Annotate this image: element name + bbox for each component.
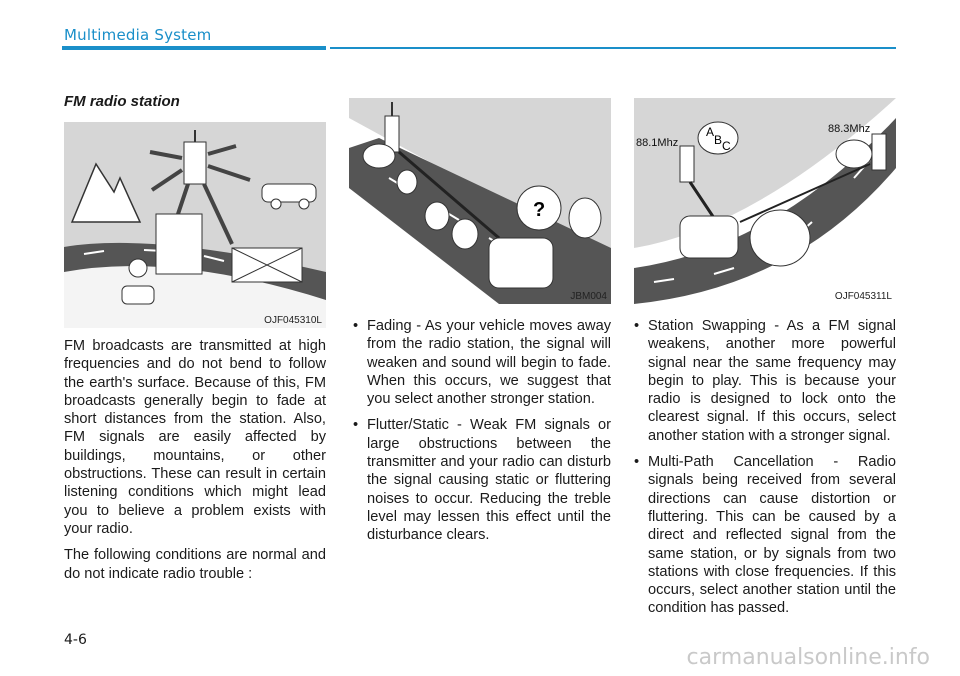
list-item: • Multi-Path Cancellation - Radio signals being received from several directions can cause distortion or fluttering. This can be caused by a direct and reflected signal from the same station, or by signals from two stations with close frequencies. If this occurs, select another station until the condition has passed. (634, 453, 896, 618)
figure-code: OJF045310L (264, 315, 322, 326)
fm-broadcast-illustration (64, 122, 326, 328)
bullet-list (634, 317, 896, 618)
figure-fading (349, 98, 611, 304)
header-rule-thick (62, 46, 326, 50)
column-1 (64, 337, 326, 591)
fading-illustration (349, 98, 611, 304)
bullet-list (353, 317, 611, 545)
station-swap-illustration (634, 98, 896, 304)
paragraph-normal-conditions: The following conditions are normal and do not indicate radio trouble : (64, 547, 326, 582)
figure-station-swap (634, 98, 896, 304)
figure-code: OJF045311L (834, 291, 892, 302)
bubble-letter-c: C (722, 139, 731, 153)
page-number: 4-6 (64, 632, 87, 648)
bubble-letter-a: A (706, 125, 715, 139)
bubble-letter-b: B (714, 133, 723, 147)
figure-fm-broadcast (64, 122, 326, 328)
freq-left-label: 88.1Mhz (636, 137, 679, 149)
list-item: • Fading - As your vehicle moves away from the radio station, the signal will weaken and sound will begin to fade. When this occurs, we suggest that you select another stronger station. (353, 317, 611, 408)
column-3 (634, 317, 896, 626)
section-title: Multimedia System (64, 26, 212, 44)
column-2 (353, 317, 611, 553)
header-rule-thin (330, 47, 896, 49)
list-item: • Station Swapping - As a FM signal weakens, another more powerful signal near the same frequency may begin to play. This is because your radio is designed to lock onto the clearest signal. If this occurs, select another station with a stronger signal. (634, 317, 896, 445)
paragraph-fm-intro: FM broadcasts are transmitted at high frequencies and do not bend to follow the earth's surface. Because of this, FM broadcasts generally begin to fade at short distances from the station. Also, FM signals are easily affected by buildings, mountains, or other obstructions. These can result in certain listening conditions which might lead you to believe a problem exists with your radio. (64, 338, 326, 537)
section-heading: FM radio station (64, 93, 180, 110)
list-item: • Flutter/Static - Weak FM signals or large obstructions between the transmitter and your radio can disturb the signal causing static or fluttering noises to occur. Reducing the treble level may lessen this effect until the disturbance clears. (353, 416, 611, 544)
question-mark: ? (533, 199, 546, 221)
watermark: carmanualsonline.info (686, 645, 930, 670)
freq-right-label: 88.3Mhz (828, 123, 871, 135)
figure-code: JBM004 (570, 291, 607, 302)
